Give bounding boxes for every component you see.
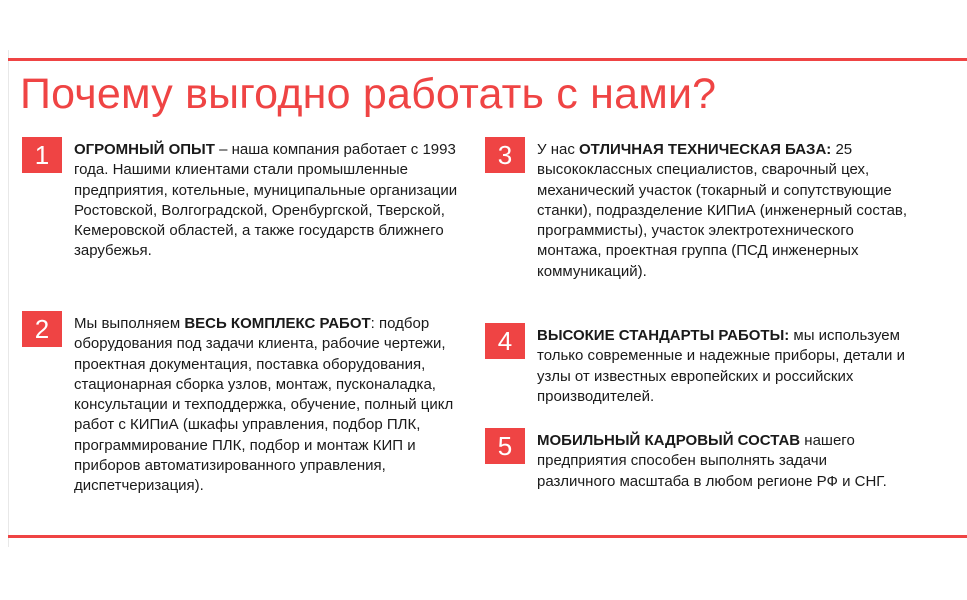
item-heading: ОТЛИЧНАЯ ТЕХНИЧЕСКАЯ БАЗА: — [579, 141, 832, 158]
item-number-badge: 4 — [485, 323, 525, 359]
item-number-badge: 2 — [22, 311, 62, 347]
item-body: 25 высококлассных специалистов, сварочный цех, механический участок (токарный и сопутствующие станки), подразделение КИПиА (инженерный состав, программисты), участок электротехнического монтажа, проектная группа (ПСД инженерных коммуникаций). — [537, 141, 908, 280]
item-heading: ВЫСОКИЕ СТАНДАРТЫ РАБОТЫ: — [537, 327, 790, 344]
page-title: Почему выгодно работать с нами? — [20, 70, 717, 118]
item-heading: МОБИЛЬНЫЙ КАДРОВЫЙ СОСТАВ — [537, 432, 801, 449]
top-divider — [8, 58, 967, 61]
item-body: нашего предприятия способен выполнять задачи различного масштаба в любом регионе РФ и СНГ. — [537, 432, 887, 490]
item-lead-text: У нас — [537, 141, 579, 158]
item-number-badge: 1 — [22, 137, 62, 173]
item-body: – наша компания работает с 1993 года. Нашими клиентами стали промышленные предприятия, котельные, муниципальные организации Ростовской, Волгоградской, Оренбургской, Тверской, Кемеровской областей, а также государств ближнего зарубежья. — [74, 141, 458, 260]
item-lead-text: Мы выполняем — [74, 315, 185, 332]
item-text — [537, 431, 907, 492]
item-heading: ВЕСЬ КОМПЛЕКС РАБОТ — [184, 315, 371, 332]
item-body: : подбор оборудования под задачи клиента, рабочие чертежи, проектная документация, поставка оборудования, стационарная сборка узлов, монтаж, пусконаладка, консультации и техподдержка, обучение, полный цикл работ с КИПиА (шкафы управления, подбор ПЛК, программирование ПЛК, подбор и монтаж КИП и приборов автоматизированного управления, диспетчеризация). — [74, 315, 454, 495]
item-text — [74, 140, 459, 262]
item-text — [537, 326, 907, 407]
item-heading: ОГРОМНЫЙ ОПЫТ — [74, 141, 215, 158]
item-body: мы используем только современные и надежные приборы, детали и узлы от известных европейских и российских производителей. — [537, 327, 905, 405]
item-number-badge: 5 — [485, 428, 525, 464]
item-number-badge: 3 — [485, 137, 525, 173]
bottom-divider — [8, 535, 967, 538]
item-text — [537, 140, 917, 282]
item-text — [74, 314, 454, 497]
